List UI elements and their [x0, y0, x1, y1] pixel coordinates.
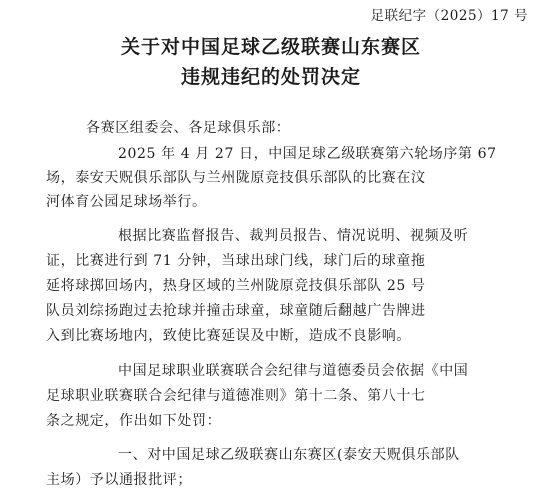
paragraph-line: 河体育公园足球场举行。 [46, 194, 207, 210]
paragraph-line: 主场）予以通报批评； [46, 472, 192, 488]
paragraph-line: 队员刘综扬跑过去抢球并撞击球童，球童随后翻越广告牌进 [46, 303, 426, 319]
paragraph-line: 中国足球职业联赛联合会纪律与道德委员会依据《中国 [118, 363, 469, 379]
paragraph-line: 场，泰安天贶俱乐部队与兰州陇原竞技俱乐部队的比赛在汶 [46, 170, 426, 186]
paragraph-line: 证，比赛进行到 71 分钟，当球出球门线，球门后的球童拖 [46, 253, 426, 269]
paragraph-line: 条之规定，作出如下处罚： [46, 413, 222, 429]
paragraph-line: 2025 年 4 月 27 日，中国足球乙级联赛第六轮场序第 67 [118, 146, 497, 162]
document-title-line-2: 违规违纪的处罚决定 [180, 66, 361, 88]
salutation: 各赛区组委会、各足球俱乐部： [86, 120, 291, 136]
document-title-line-1: 关于对中国足球乙级联赛山东赛区 [120, 36, 421, 58]
paragraph-line: 足球职业联赛联合会纪律与道德准则》第十二条、第八十七 [46, 388, 426, 404]
paragraph-line: 入到比赛场地内，致使比赛延误及中断，造成不良影响。 [46, 328, 411, 344]
document-number: 足联纪字（2025）17 号 [370, 8, 528, 24]
paragraph-line: 一、对中国足球乙级联赛山东赛区(泰安天贶俱乐部队 [118, 447, 460, 463]
paragraph-line: 根据比赛监督报告、裁判员报告、情况说明、视频及听 [118, 228, 469, 244]
paragraph-line: 延将球掷回场内，热身区域的兰州陇原竞技俱乐部队 25 号 [46, 278, 426, 294]
